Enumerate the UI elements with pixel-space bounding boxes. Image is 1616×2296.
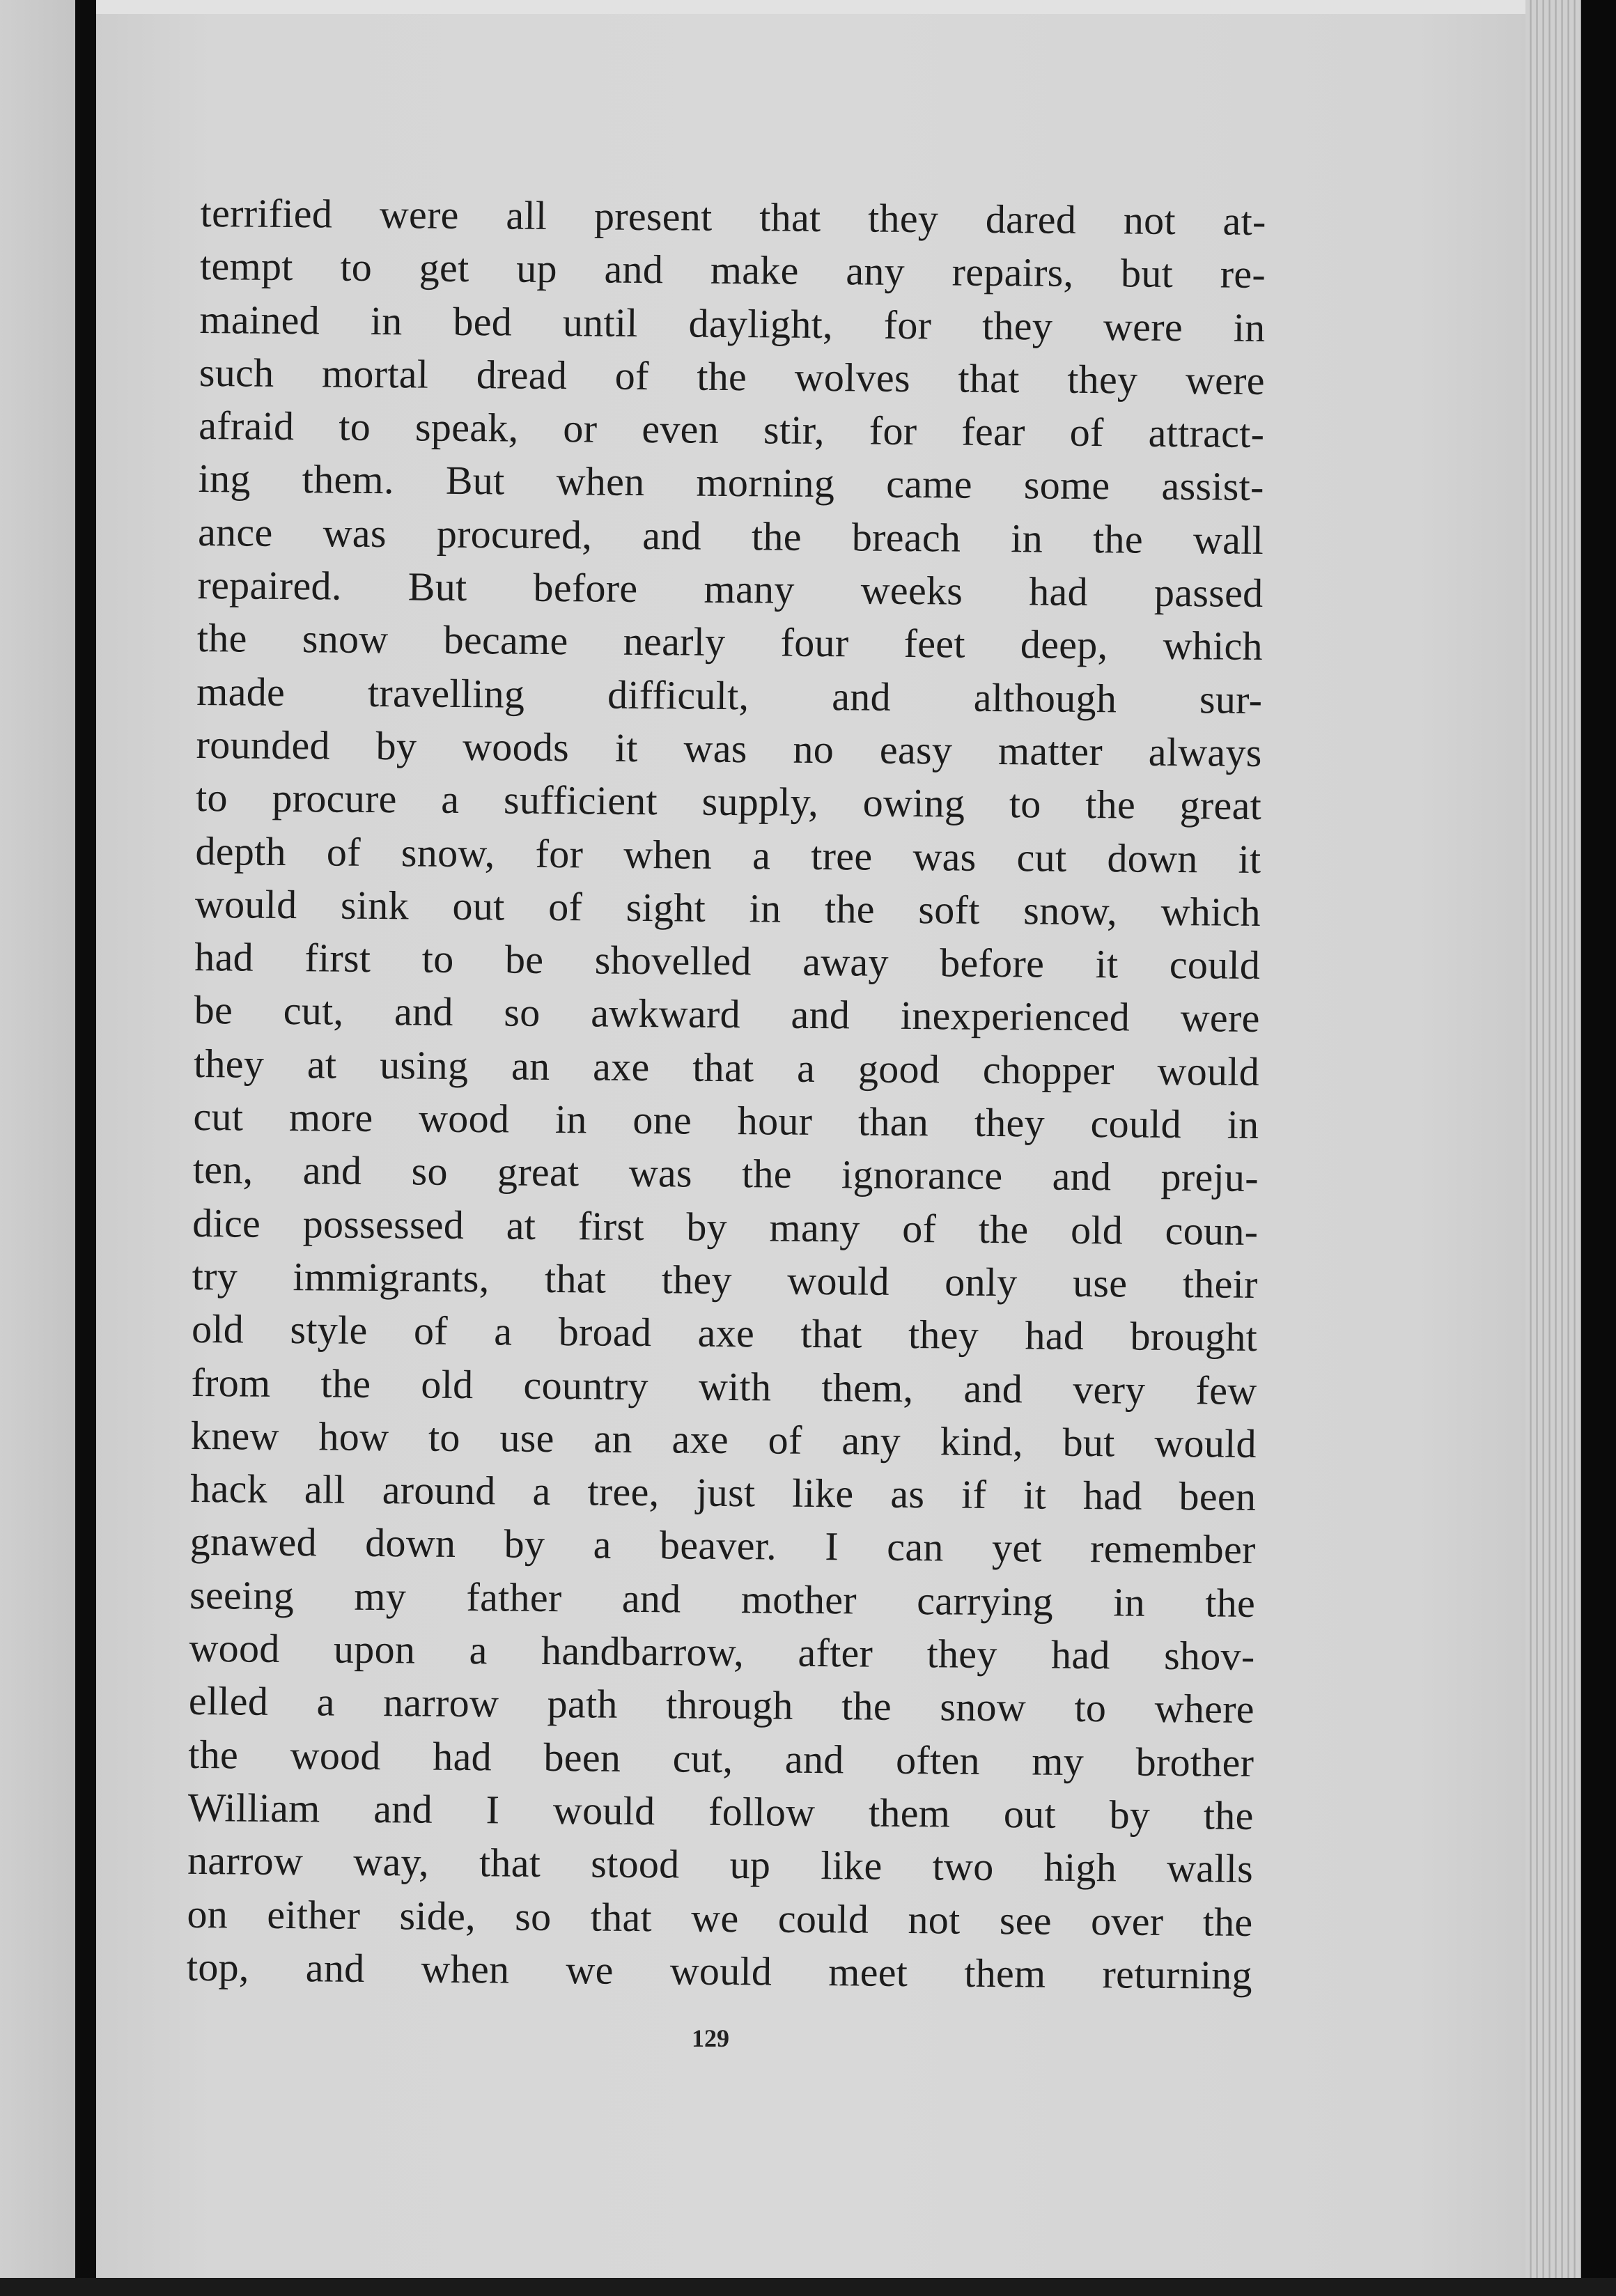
text-line: elled a narrow path through the snow to where [188, 1678, 1255, 1732]
text-line: to procure a sufficient supply, owing to the great [195, 775, 1262, 829]
right-binding-edge [1581, 0, 1616, 2296]
bottom-edge [0, 2278, 1616, 2296]
text-line: wood upon a handbarrow, after they had shov- [189, 1624, 1255, 1679]
text-line: narrow way, that stood up like two high walls [187, 1838, 1254, 1892]
text-line: the snow became nearly four feet deep, which [196, 615, 1264, 669]
text-line: rounded by woods it was no easy matter always [196, 721, 1262, 775]
text-line: such mortal dread of the wolves that they were [199, 349, 1266, 403]
text-line: seeing my father and mother carrying in the [189, 1572, 1256, 1626]
text-line: they at using an axe that a good chopper would [193, 1040, 1260, 1094]
page-number: 129 [692, 2024, 729, 2052]
text-line: hack all around a tree, just like as if it had been [190, 1466, 1257, 1520]
text-line: be cut, and so awkward and inexperienced were [194, 987, 1260, 1041]
right-page-stack [1525, 0, 1581, 2296]
text-line: try immigrants, that they would only use their [192, 1252, 1258, 1307]
text-line: repaired. But before many weeks had passed [197, 562, 1264, 616]
text-line: terrified were all present that they dared not at- [200, 189, 1266, 245]
text-line: William and I would follow them out by the [187, 1784, 1254, 1838]
text-line: ance was procured, and the breach in the wall [197, 509, 1264, 563]
left-margin-shadow [0, 0, 75, 2296]
text-line: ing them. But when morning came some assist- [198, 456, 1264, 510]
text-line: made travelling difficult, and although sur- [196, 668, 1263, 722]
text-line: depth of snow, for when a tree was cut down it [195, 828, 1261, 882]
text-line: from the old country with them, and very few [191, 1359, 1257, 1413]
text-line: cut more wood in one hour than they could in [193, 1094, 1259, 1148]
left-binding-edge [75, 0, 96, 2296]
text-line: on either side, so that we could not see over the [187, 1891, 1253, 1945]
text-line: dice possessed at first by many of the old coun- [192, 1200, 1259, 1254]
text-line: top, and when we would meet them returning [186, 1944, 1253, 1998]
text-line: gnawed down by a beaver. I can yet remember [189, 1519, 1256, 1573]
text-line: afraid to speak, or even stir, for fear of attract- [199, 403, 1265, 457]
text-line: had first to be shovelled away before it could [194, 934, 1261, 988]
text-line: knew how to use an axe of any kind, but would [190, 1412, 1257, 1466]
text-line: tempt to get up and make any repairs, but re- [199, 243, 1266, 297]
text-line: mained in bed until daylight, for they were in [199, 296, 1266, 350]
top-page-edge [96, 0, 1581, 15]
text-line: old style of a broad axe that they had brought [191, 1306, 1258, 1360]
text-line: ten, and so great was the ignorance and preju- [192, 1147, 1259, 1201]
text-line: the wood had been cut, and often my brother [188, 1731, 1254, 1785]
text-line: would sink out of sight in the soft snow, which [194, 881, 1261, 935]
body-text [187, 187, 1266, 2002]
